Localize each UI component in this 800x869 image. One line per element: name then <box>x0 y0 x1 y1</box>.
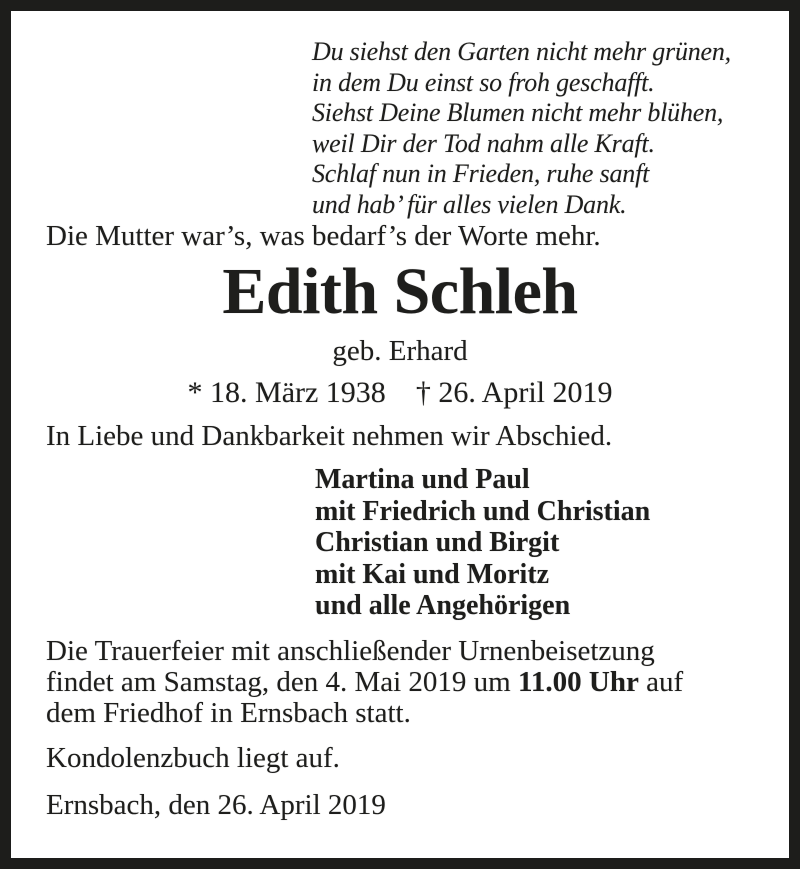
funeral-details <box>46 636 683 729</box>
life-dates <box>11 376 789 410</box>
poem-line-5: Schlaf nun in Frieden, ruhe sanft <box>312 159 650 188</box>
birth-date: * 18. März 1938 <box>187 376 386 409</box>
opening-line: Die Mutter war’s, was bedarf’s der Worte mehr. <box>46 220 601 252</box>
maiden-name: geb. Erhard <box>332 335 468 367</box>
poem-line-2: in dem Du einst so froh geschafft. <box>312 67 655 97</box>
funeral-line-2 <box>46 667 683 698</box>
condolence-note: Kondolenzbuch liegt auf. <box>46 742 340 774</box>
mourners-line-4: mit Kai und Moritz <box>315 558 550 590</box>
mourners-line-3: Christian und Birgit <box>315 527 560 558</box>
death-date: † 26. April 2019 <box>415 376 613 409</box>
mourners-line-2: mit Friedrich und Christian <box>315 495 651 527</box>
funeral-line-2-pre: findet am Samstag, den 4. Mai 2019 um <box>46 666 518 698</box>
deceased-name: Edith Schleh <box>222 255 578 328</box>
funeral-line-3: dem Friedhof in Ernsbach statt. <box>46 697 411 729</box>
place-and-date: Ernsbach, den 26. April 2019 <box>46 789 386 821</box>
poem-line-6: und hab’ für alles vielen Dank. <box>312 189 627 219</box>
mourners-line-1: Martina und Paul <box>315 464 530 495</box>
funeral-line-2-post: auf <box>638 666 684 698</box>
funeral-time: 11.00 Uhr <box>518 666 639 698</box>
poem-line-3: Siehst Deine Blumen nicht mehr blühen, <box>312 98 724 127</box>
mourners-list <box>315 464 650 622</box>
poem-line-1: Du siehst den Garten nicht mehr grünen, <box>312 37 731 66</box>
memorial-poem <box>312 37 731 220</box>
mourners-line-5: und alle Angehörigen <box>315 590 571 621</box>
poem-line-4: weil Dir der Tod nahm alle Kraft. <box>312 128 655 158</box>
farewell-line: In Liebe und Dankbarkeit nehmen wir Abschied. <box>46 420 613 452</box>
funeral-line-1: Die Trauerfeier mit anschließender Urnenbeisetzung <box>46 635 655 667</box>
